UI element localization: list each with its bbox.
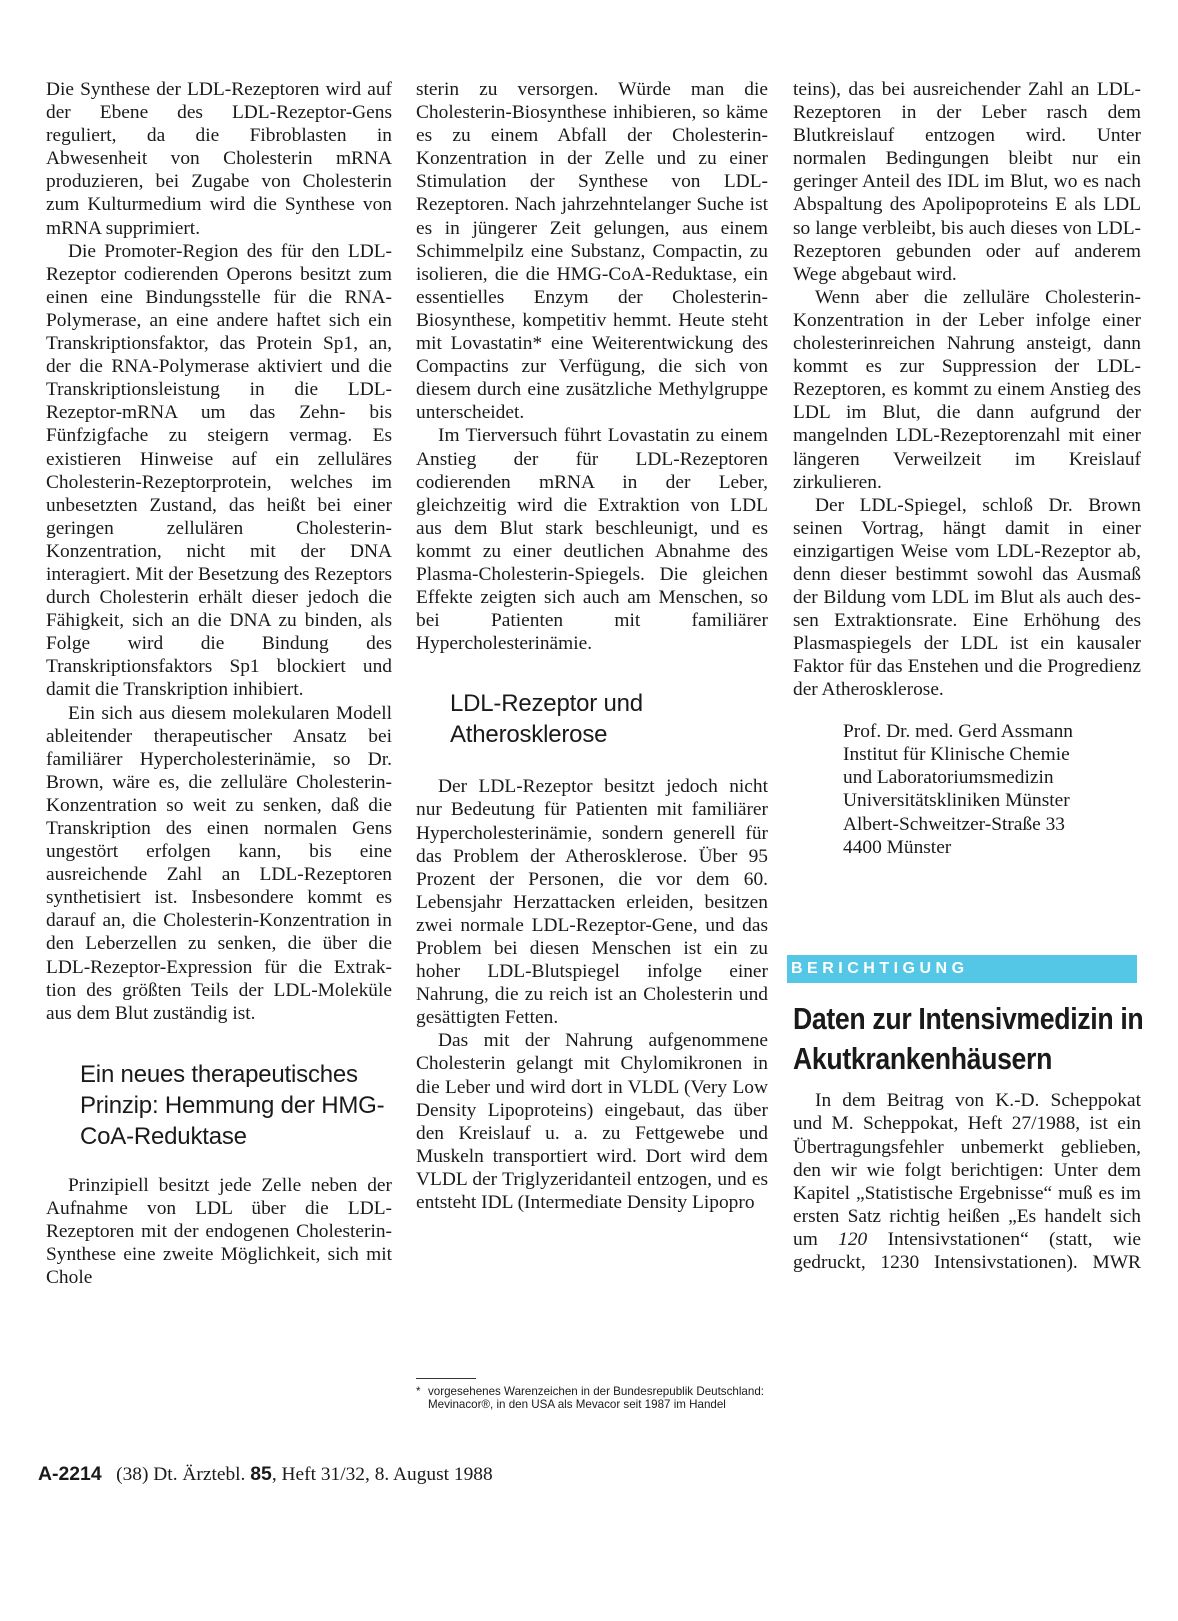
signoff-initials: MWR xyxy=(1092,1251,1141,1273)
corrected-number: 120 xyxy=(838,1228,868,1250)
correction-text: In dem Beitrag von K.-D. Scheppokat und M. Scheppokat, Heft 27/1988, ist ein Übertragungsfehler unbemerkt geblieben, den wir wie folgt berichtigen: Unter dem Kapitel „Statistische Ergebnisse“ muß es im ersten Satz richtig heißen „Es handelt sich um xyxy=(793,1090,1141,1250)
correction-paragraph xyxy=(793,1089,1141,1274)
footnote-rule xyxy=(416,1378,476,1379)
footer-citation: (38) Dt. Ärztebl. xyxy=(116,1464,246,1485)
author-line: und Laboratoriumsmedizin xyxy=(843,767,1054,789)
column-3 xyxy=(791,78,1144,1274)
article-headline: Daten zur Intensivmedizin in Akutkrankenhäusern xyxy=(793,1001,1144,1077)
footnote-marker: * xyxy=(416,1385,421,1398)
paragraph: teins), das bei ausreichender Zahl an LDL-Rezeptoren in der Leber rasch dem Blutkreislauf entzogen wird. Unter normalen Bedingungen bleibt nur ein geringer Anteil des IDL im Blut, wo es nach Abspaltung des Apolipoproteins E als LDL so lange verbleibt, bis auch dieses von LDL-Rezeptoren gebunden oder auf anderem Wege abgebaut wird. xyxy=(793,79,1141,285)
page-code: A-2214 xyxy=(38,1463,102,1485)
paragraph: Prinzipiell besitzt jede Zelle neben der Aufnahme von LDL über die LDL-Rezeptoren mit der endogenen Cholesterin-Synthese eine zweite Möglichkeit, sich mit Chole xyxy=(46,1174,392,1289)
section-banner: BERICHTIGUNG xyxy=(787,955,1137,983)
paragraph: sterin zu versorgen. Würde man die Cholesterin-Biosynthese inhibieren, so käme es zu einem Abfall der Cholesterin-Konzentration in der Zelle und zu einer Stimulation der Synthese von LDL-Rezeptoren. Nach jahrzehntelanger Suche ist es in jüngerer Zeit gelungen, aus einem Schimmelpilz eine Substanz, Compactin, zu isolieren, die die HMG-CoA-Reduktase, ein essentielles Enzym der Cholesterin-Biosynthese, kompetitiv hemmt. Heute steht mit Lovastatin* eine Weiterentwickung des Compactins zur Verfügung, die sich von diesem durch eine zusätzliche Methylgruppe unterscheidet. xyxy=(416,79,768,424)
footer-issue: , Heft 31/32, 8. August 1988 xyxy=(271,1464,493,1485)
column-2 xyxy=(416,78,768,1214)
author-line: Prof. Dr. med. Gerd Assmann xyxy=(843,720,1073,742)
paragraph: Der LDL-Rezeptor besitzt jedoch nicht nur Bedeutung für Patienten mit familiärer Hypercholesterinämie, sondern generell für das Problem der Atherosklerose. Über 95 Prozent der Personen, die vor dem 60. Lebensjahr Herzattacken erleiden, besitzen zwei normale LDL-Rezeptor-Gene, und das Problem bei diesen Menschen ist ein zu hoher LDL-Blutspiegel infolge einer Nahrung, die zu reich ist an Cholesterin und gesättigten Fetten. xyxy=(416,776,768,1029)
author-address xyxy=(843,720,1141,860)
page-footer xyxy=(38,1463,493,1486)
paragraph: Im Tierversuch führt Lovastatin zu einem Anstieg der für LDL-Rezeptoren codierenden mRNA in der Leber, gleichzeitig wird die Extraktion von LDL aus dem Blut stark beschleunigt, und es kommt zu einer deutlichen Abnahme des Plasma-Cholesterin-Spiegels. Die gleichen Effekte zeigten sich auch am Menschen, so bei Patienten mit familiärer Hypercholesterinämie. xyxy=(416,425,768,655)
correction-text-end: Intensivstationen“ (statt, wie gedruckt, 1230 Intensivstationen). xyxy=(793,1228,1141,1273)
paragraph: Der LDL-Spiegel, schloß Dr. Brown seinen Vortrag, hängt damit in einer einzigartigen Weise vom LDL-Rezeptor ab, denn dieser bestimmt sowohl das Ausmaß der Bildung vom LDL im Blut als auch dessen Extraktionsrate. Eine Erhöhung des Plasmaspiegels der LDL ist ein kausaler Faktor für das Enstehen und die Progredienz der Atherosklerose. xyxy=(793,494,1141,701)
paragraph: Die Synthese der LDL-Rezeptoren wird auf der Ebene des LDL-Rezeptor-Gens reguliert, da die Fibroblasten in Abwesenheit von Cholesterin mRNA produzieren, bei Zugabe von Cholesterin zum Kulturmedium wird die Synthese von mRNA supprimiert. xyxy=(46,79,392,239)
volume-number: 85 xyxy=(250,1463,272,1485)
paragraph: Ein sich aus diesem molekularen Modell ableitender therapeutischer Ansatz bei familiärer Hypercholesterinämie, so Dr. Brown, wäre es, die zelluläre Cholesterin-Konzentration so weit zu senken, daß die Transkription des einen normalen Gens ungestört erfolgen kann, bis eine ausreichende Zahl an LDL-Rezeptoren synthetisiert ist. Insbesondere kommt es darauf an, die Cholesterin-Konzentration in den Leberzellen zu senken, die über die LDL-Rezeptor-Expression für die Extraktion des größten Teils der LDL-Moleküle aus dem Blut zuständig ist. xyxy=(46,702,392,1024)
footnote-text: vorgesehenes Warenzeichen in der Bundesrepublik Deutschland: Mevinacor®, in den USA als Mevacor seit 1987 im Handel xyxy=(428,1385,764,1411)
section-heading: LDL-Rezeptor und Atherosklerose xyxy=(450,690,643,749)
section-heading: Ein neues therapeutisches Prinzip: Hemmung der HMG-CoA-Reduktase xyxy=(80,1060,385,1150)
paragraph: Wenn aber die zelluläre Cholesterin-Konzentration in der Leber infolge einer cholesterinreichen Nahrung ansteigt, dann kommt es zur Suppression der LDL-Rezeptoren, es kommt zu einem Anstieg des LDL im Blut, die dann aufgrund der mangelnden LDL-Rezeptorenzahl mit einer längeren Verweilzeit im Kreislauf zirkulieren. xyxy=(793,286,1141,493)
author-line: 4400 Münster xyxy=(843,837,952,859)
paragraph: Das mit der Nahrung aufgenommene Cholesterin gelangt mit Chylomikronen in die Leber und wird dort in VLDL (Very Low Density Lipoproteins) eingebaut, das über den Kreislauf u. a. zu Fettgewebe und Muskeln transportiert wird. Dort wird dem VLDL der Triglyzeridanteil entzogen, und es entsteht IDL (Intermediate Density Lipopro xyxy=(416,1030,768,1214)
author-line: Universitätskliniken Münster xyxy=(843,790,1070,812)
column-1 xyxy=(46,78,392,1289)
author-line: Albert-Schweitzer-Straße 33 xyxy=(843,813,1065,835)
paragraph: Die Promoter-Region des für den LDL-Rezeptor codierenden Operons besitzt zum einen eine Bindungsstelle für die RNA-Polymerase, an eine andere haftet sich ein Transkriptionsfaktor, das Protein Sp1, an, der die RNA-Polymerase aktiviert und die Transkriptionsleistung in die LDL-Rezeptor-mRNA um das Zehn- bis Fünfzigfache zu steigern vermag. Es existieren Hinweise auf ein zelluläres Cholesterin-Rezeptorprotein, welches im unbesetzten Zustand, das heißt bei einer geringen zellulären Cholesterin-Konzentration, nicht mit der DNA interagiert. Mit der Besetzung des Rezeptors durch Cholesterin erhält dieser jedoch die Fähigkeit, sich an die DNA zu binden, als Folge wird die Bindung des Transkriptionsfaktors Sp1 blockiert und damit die Transkription inhibiert. xyxy=(46,240,392,701)
footnote xyxy=(416,1378,768,1411)
author-line: Institut für Klinische Chemie xyxy=(843,743,1070,765)
